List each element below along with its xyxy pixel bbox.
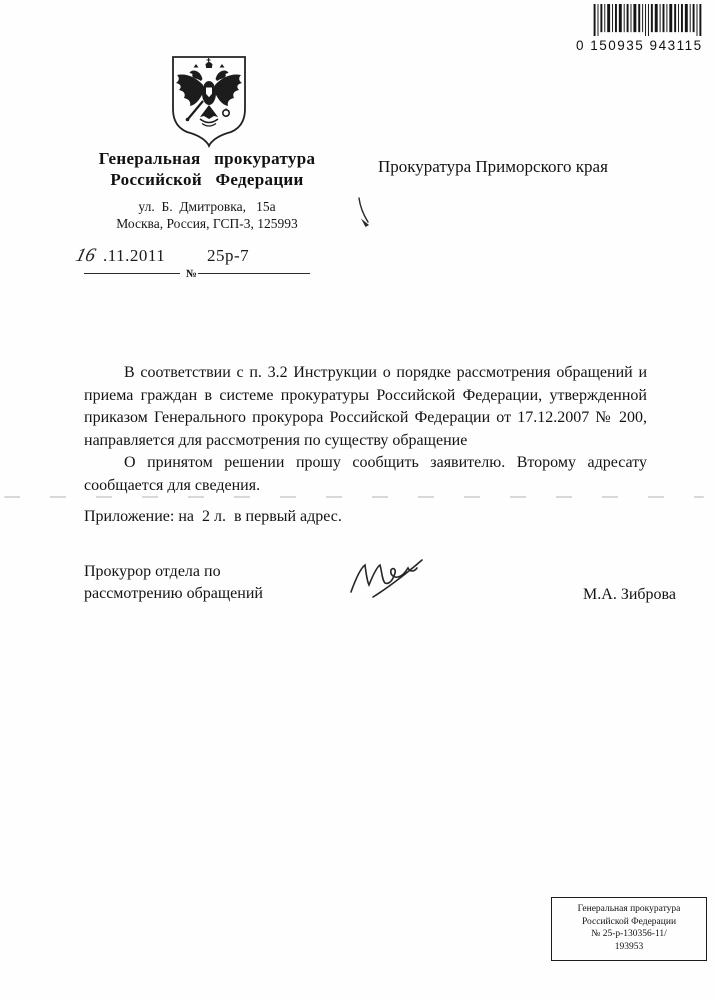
coat-of-arms-icon bbox=[166, 55, 252, 149]
recipient-name: Прокуратура Приморского края bbox=[378, 157, 608, 176]
body-paragraph-2: О принятом решении прошу сообщить заявителю. Второму адресату сообщается для сведения. bbox=[84, 454, 647, 494]
handwritten-date-day: 16 bbox=[73, 245, 98, 266]
handwritten-signature bbox=[348, 556, 443, 604]
reference-line bbox=[73, 243, 336, 289]
signer-title-line1: Прокурор отдела по bbox=[84, 563, 221, 580]
printed-date: .11.2011 bbox=[103, 246, 166, 265]
scan-artifact-line bbox=[4, 496, 704, 498]
body-paragraph-1: В соответствии с п. 3.2 Инструкции о порядке рассмотрения обращений и приема граждан в системе прокуратуры Российской Федерации, утвержденной приказом Генерального прокурора Российской Федерации от 17.12.2007 № 200, направляется для рассмотрения по существу обращение bbox=[84, 364, 647, 449]
stamp-line3: № 25-р-130356-11/ bbox=[591, 929, 667, 939]
org-name-line1: Генеральная прокуратура bbox=[98, 149, 316, 168]
attachment-note: Приложение: на 2 л. в первый адрес. bbox=[84, 508, 342, 525]
stamp-line4: 193953 bbox=[614, 941, 644, 952]
address-line2: Москва, Россия, ГСП-3, 125993 bbox=[116, 215, 298, 231]
barcode-digits: 0 150935 943115 bbox=[576, 38, 703, 53]
signer-title bbox=[84, 561, 263, 604]
signer-title-line2: рассмотрению обращений bbox=[84, 584, 263, 602]
number-sign-label: № bbox=[186, 268, 198, 280]
letterhead bbox=[78, 148, 336, 232]
barcode bbox=[576, 4, 710, 53]
pen-mark-icon bbox=[352, 196, 378, 232]
signer-name: М.А. Зиброва bbox=[583, 586, 676, 603]
outgoing-number: 25р-7 bbox=[207, 246, 250, 265]
address-line1: ул. Б. Дмитровка, 15а bbox=[138, 199, 276, 214]
letter-body bbox=[84, 362, 647, 497]
number-underline bbox=[198, 273, 310, 274]
date-underline bbox=[84, 273, 180, 274]
barcode-bars-icon bbox=[588, 4, 706, 37]
org-name-line2: Российской Федерации bbox=[110, 170, 304, 189]
stamp-line1: Генеральная прокуратура bbox=[577, 904, 681, 914]
stamp-line2: Российской Федерации bbox=[581, 916, 677, 927]
registration-stamp bbox=[551, 897, 707, 961]
